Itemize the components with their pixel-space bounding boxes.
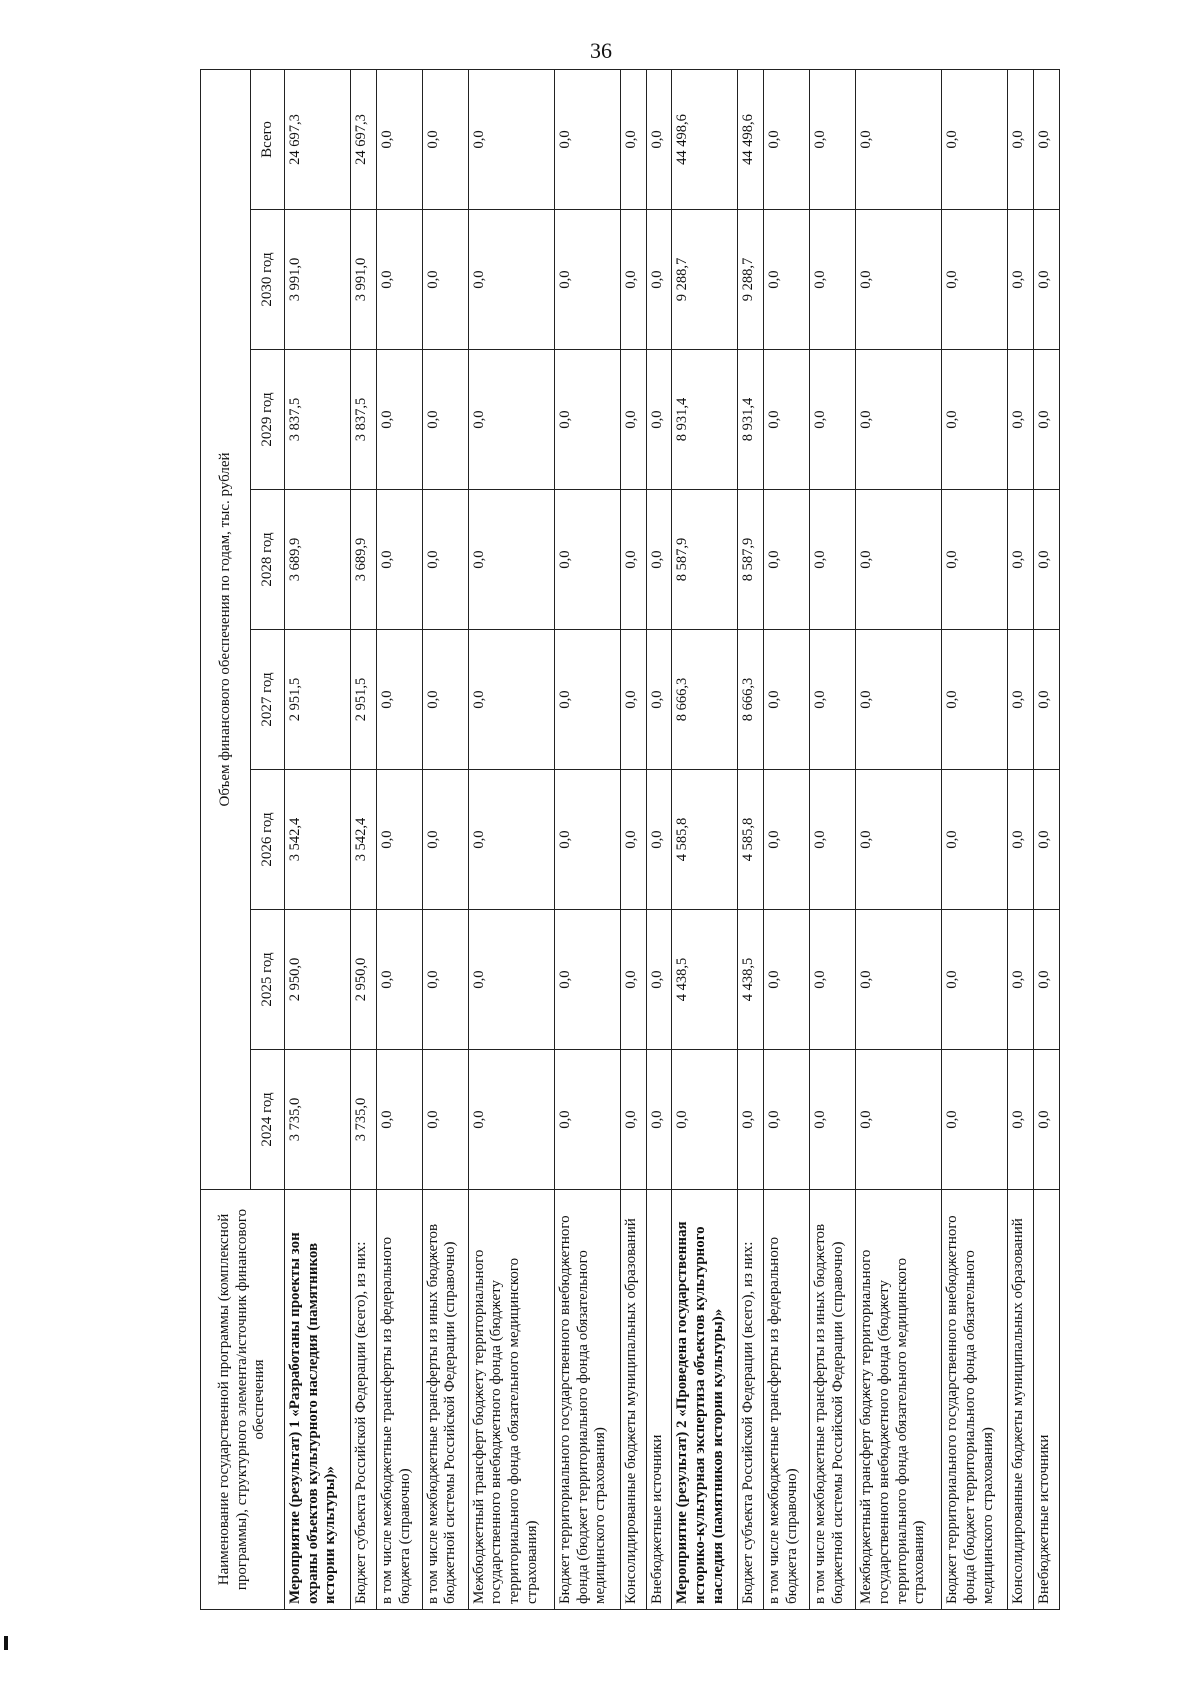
table-row bbox=[351, 69, 377, 1609]
row-value: 0,0 bbox=[810, 210, 856, 350]
header-year-2024: 2024 год bbox=[251, 1050, 285, 1190]
header-volume-column: Объем финансового обеспечения по годам, тыс. рублей bbox=[201, 69, 251, 1189]
row-value: 0,0 bbox=[810, 69, 856, 209]
row-value: 0,0 bbox=[422, 69, 468, 209]
row-value: 0,0 bbox=[1008, 910, 1034, 1050]
row-value: 0,0 bbox=[468, 910, 554, 1050]
table-row bbox=[620, 69, 646, 1609]
row-value: 0,0 bbox=[856, 770, 942, 910]
row-value: 0,0 bbox=[1008, 770, 1034, 910]
row-value: 0,0 bbox=[942, 210, 1008, 350]
row-value: 0,0 bbox=[1034, 630, 1060, 770]
row-value: 0,0 bbox=[764, 910, 810, 1050]
row-value: 0,0 bbox=[376, 210, 422, 350]
row-value: 24 697,3 bbox=[285, 69, 351, 209]
row-value: 0,0 bbox=[1008, 630, 1034, 770]
table-row bbox=[942, 69, 1008, 1609]
row-value: 0,0 bbox=[856, 69, 942, 209]
table-row bbox=[554, 69, 620, 1609]
row-value: 0,0 bbox=[620, 1050, 646, 1190]
row-value: 0,0 bbox=[468, 210, 554, 350]
row-value: 0,0 bbox=[764, 630, 810, 770]
budget-table bbox=[200, 69, 1060, 1610]
row-value: 0,0 bbox=[468, 1050, 554, 1190]
header-total: Всего bbox=[251, 69, 285, 209]
row-label: в том числе межбюджетные трансферты из федерального бюджета (справочно) bbox=[764, 1190, 810, 1610]
row-label: Межбюджетный трансферт бюджету территориального государственного внебюджетного фонда (бюджету территориального фонда обязательного медицинского страхования) bbox=[856, 1190, 942, 1610]
table-row bbox=[810, 69, 856, 1609]
row-value: 0,0 bbox=[422, 350, 468, 490]
row-value: 24 697,3 bbox=[351, 69, 377, 209]
row-value: 3 837,5 bbox=[285, 350, 351, 490]
row-value: 0,0 bbox=[672, 1050, 738, 1190]
row-value: 0,0 bbox=[942, 350, 1008, 490]
row-value: 0,0 bbox=[554, 630, 620, 770]
row-value: 0,0 bbox=[646, 490, 672, 630]
row-value: 0,0 bbox=[810, 630, 856, 770]
page-number: 36 bbox=[590, 38, 612, 63]
row-value: 0,0 bbox=[856, 490, 942, 630]
row-value: 0,0 bbox=[646, 350, 672, 490]
row-value: 0,0 bbox=[620, 210, 646, 350]
row-value: 0,0 bbox=[646, 210, 672, 350]
row-value: 0,0 bbox=[554, 910, 620, 1050]
row-value: 0,0 bbox=[942, 1050, 1008, 1190]
row-value: 0,0 bbox=[810, 770, 856, 910]
row-value: 0,0 bbox=[856, 630, 942, 770]
table-row bbox=[422, 69, 468, 1609]
row-value: 0,0 bbox=[422, 490, 468, 630]
row-value: 3 542,4 bbox=[285, 770, 351, 910]
row-value: 9 288,7 bbox=[738, 210, 764, 350]
header-year-2029: 2029 год bbox=[251, 350, 285, 490]
row-label: Межбюджетный трансферт бюджету территориального государственного внебюджетного фонда (бюджету территориального фонда обязательного медицинского страхования) bbox=[468, 1190, 554, 1610]
table-row bbox=[738, 69, 764, 1609]
row-value: 8 587,9 bbox=[738, 490, 764, 630]
row-label: Мероприятие (результат) 1 «Разработаны проекты зон охраны объектов культурного наследия (памятников истории культуры)» bbox=[285, 1190, 351, 1610]
row-value: 0,0 bbox=[468, 350, 554, 490]
row-value: 0,0 bbox=[376, 350, 422, 490]
row-value: 0,0 bbox=[856, 1050, 942, 1190]
row-value: 0,0 bbox=[468, 490, 554, 630]
row-value: 3 542,4 bbox=[351, 770, 377, 910]
row-value: 0,0 bbox=[1034, 210, 1060, 350]
row-value: 0,0 bbox=[376, 630, 422, 770]
row-label: Консолидированные бюджеты муниципальных образований bbox=[1008, 1190, 1034, 1610]
row-value: 8 666,3 bbox=[738, 630, 764, 770]
row-value: 0,0 bbox=[942, 770, 1008, 910]
row-value: 0,0 bbox=[422, 770, 468, 910]
row-value: 0,0 bbox=[810, 910, 856, 1050]
row-value: 0,0 bbox=[1034, 910, 1060, 1050]
row-value: 3 735,0 bbox=[285, 1050, 351, 1190]
row-value: 0,0 bbox=[1008, 490, 1034, 630]
row-value: 0,0 bbox=[646, 1050, 672, 1190]
table-row bbox=[1008, 69, 1034, 1609]
row-value: 3 837,5 bbox=[351, 350, 377, 490]
row-value: 0,0 bbox=[554, 69, 620, 209]
row-label: в том числе межбюджетные трансферты из федерального бюджета (справочно) bbox=[376, 1190, 422, 1610]
row-value: 8 931,4 bbox=[738, 350, 764, 490]
row-value: 0,0 bbox=[1034, 770, 1060, 910]
row-value: 0,0 bbox=[856, 210, 942, 350]
row-value: 0,0 bbox=[942, 490, 1008, 630]
row-value: 0,0 bbox=[554, 210, 620, 350]
row-value: 0,0 bbox=[376, 770, 422, 910]
row-value: 0,0 bbox=[422, 910, 468, 1050]
rotated-table-container bbox=[200, 70, 1060, 1610]
row-value: 0,0 bbox=[764, 69, 810, 209]
row-value: 0,0 bbox=[376, 490, 422, 630]
margin-mark bbox=[4, 1636, 8, 1650]
row-value: 3 991,0 bbox=[285, 210, 351, 350]
row-value: 0,0 bbox=[620, 910, 646, 1050]
row-value: 4 585,8 bbox=[738, 770, 764, 910]
row-label: Бюджет территориального государственного внебюджетного фонда (бюджет территориального фонда обязательного медицинского страхования) bbox=[942, 1190, 1008, 1610]
row-value: 0,0 bbox=[1008, 1050, 1034, 1190]
row-value: 0,0 bbox=[1034, 69, 1060, 209]
table-header bbox=[201, 69, 285, 1609]
row-value: 0,0 bbox=[620, 69, 646, 209]
header-year-2028: 2028 год bbox=[251, 490, 285, 630]
header-year-2025: 2025 год bbox=[251, 910, 285, 1050]
row-value: 2 951,5 bbox=[351, 630, 377, 770]
row-value: 0,0 bbox=[620, 630, 646, 770]
table-row bbox=[672, 69, 738, 1609]
header-year-2027: 2027 год bbox=[251, 630, 285, 770]
row-value: 0,0 bbox=[1008, 210, 1034, 350]
row-value: 0,0 bbox=[764, 770, 810, 910]
table-row bbox=[285, 69, 351, 1609]
row-value: 4 438,5 bbox=[672, 910, 738, 1050]
row-value: 0,0 bbox=[764, 490, 810, 630]
row-value: 0,0 bbox=[942, 630, 1008, 770]
row-value: 2 950,0 bbox=[285, 910, 351, 1050]
row-value: 0,0 bbox=[856, 910, 942, 1050]
row-value: 0,0 bbox=[554, 350, 620, 490]
row-value: 0,0 bbox=[468, 69, 554, 209]
row-value: 0,0 bbox=[646, 910, 672, 1050]
row-value: 3 689,9 bbox=[351, 490, 377, 630]
row-value: 0,0 bbox=[376, 1050, 422, 1190]
row-label: Бюджет субъекта Российской Федерации (всего), из них: bbox=[351, 1190, 377, 1610]
row-value: 0,0 bbox=[620, 490, 646, 630]
row-value: 0,0 bbox=[422, 210, 468, 350]
row-label: в том числе межбюджетные трансферты из иных бюджетов бюджетной системы Российской Федерации (справочно) bbox=[422, 1190, 468, 1610]
row-value: 0,0 bbox=[764, 350, 810, 490]
row-value: 0,0 bbox=[468, 770, 554, 910]
row-label: Внебюджетные источники bbox=[1034, 1190, 1060, 1610]
row-value: 0,0 bbox=[810, 490, 856, 630]
table-row bbox=[856, 69, 942, 1609]
row-value: 0,0 bbox=[1008, 350, 1034, 490]
table-row bbox=[764, 69, 810, 1609]
header-name-column: Наименование государственной программы (комплексной программы), структурного элемента/источник финансового обеспечения bbox=[201, 1190, 285, 1610]
row-value: 0,0 bbox=[1034, 490, 1060, 630]
row-value: 9 288,7 bbox=[672, 210, 738, 350]
row-value: 3 689,9 bbox=[285, 490, 351, 630]
row-value: 0,0 bbox=[764, 210, 810, 350]
row-value: 0,0 bbox=[620, 770, 646, 910]
row-value: 0,0 bbox=[764, 1050, 810, 1190]
table-row bbox=[376, 69, 422, 1609]
row-value: 8 666,3 bbox=[672, 630, 738, 770]
row-value: 0,0 bbox=[646, 770, 672, 910]
row-value: 0,0 bbox=[1008, 69, 1034, 209]
row-value: 44 498,6 bbox=[672, 69, 738, 209]
row-value: 2 950,0 bbox=[351, 910, 377, 1050]
table-row bbox=[646, 69, 672, 1609]
row-value: 2 951,5 bbox=[285, 630, 351, 770]
row-value: 0,0 bbox=[468, 630, 554, 770]
row-value: 0,0 bbox=[620, 350, 646, 490]
row-label: в том числе межбюджетные трансферты из иных бюджетов бюджетной системы Российской Федерации (справочно) bbox=[810, 1190, 856, 1610]
row-value: 0,0 bbox=[422, 1050, 468, 1190]
row-value: 0,0 bbox=[942, 910, 1008, 1050]
row-value: 0,0 bbox=[376, 910, 422, 1050]
row-label: Бюджет территориального государственного внебюджетного фонда (бюджет территориального фонда обязательного медицинского страхования) bbox=[554, 1190, 620, 1610]
row-value: 0,0 bbox=[646, 69, 672, 209]
row-value: 8 931,4 bbox=[672, 350, 738, 490]
row-value: 44 498,6 bbox=[738, 69, 764, 209]
row-value: 0,0 bbox=[554, 770, 620, 910]
row-value: 0,0 bbox=[1034, 350, 1060, 490]
table-body bbox=[285, 69, 1060, 1609]
row-value: 8 587,9 bbox=[672, 490, 738, 630]
row-value: 4 438,5 bbox=[738, 910, 764, 1050]
table-row bbox=[1034, 69, 1060, 1609]
row-label: Консолидированные бюджеты муниципальных образований bbox=[620, 1190, 646, 1610]
row-value: 0,0 bbox=[554, 1050, 620, 1190]
row-value: 0,0 bbox=[942, 69, 1008, 209]
row-value: 3 991,0 bbox=[351, 210, 377, 350]
row-label: Мероприятие (результат) 2 «Проведена государственная историко-культурная экспертиза объектов культурного наследия (памятников истории культуры)» bbox=[672, 1190, 738, 1610]
row-value: 4 585,8 bbox=[672, 770, 738, 910]
row-value: 0,0 bbox=[376, 69, 422, 209]
row-value: 3 735,0 bbox=[351, 1050, 377, 1190]
row-value: 0,0 bbox=[554, 490, 620, 630]
row-value: 0,0 bbox=[422, 630, 468, 770]
row-label: Внебюджетные источники bbox=[646, 1190, 672, 1610]
header-year-2030: 2030 год bbox=[251, 210, 285, 350]
row-label: Бюджет субъекта Российской Федерации (всего), из них: bbox=[738, 1190, 764, 1610]
row-value: 0,0 bbox=[810, 1050, 856, 1190]
row-value: 0,0 bbox=[646, 630, 672, 770]
row-value: 0,0 bbox=[810, 350, 856, 490]
table-row bbox=[468, 69, 554, 1609]
row-value: 0,0 bbox=[738, 1050, 764, 1190]
row-value: 0,0 bbox=[856, 350, 942, 490]
row-value: 0,0 bbox=[1034, 1050, 1060, 1190]
header-year-2026: 2026 год bbox=[251, 770, 285, 910]
